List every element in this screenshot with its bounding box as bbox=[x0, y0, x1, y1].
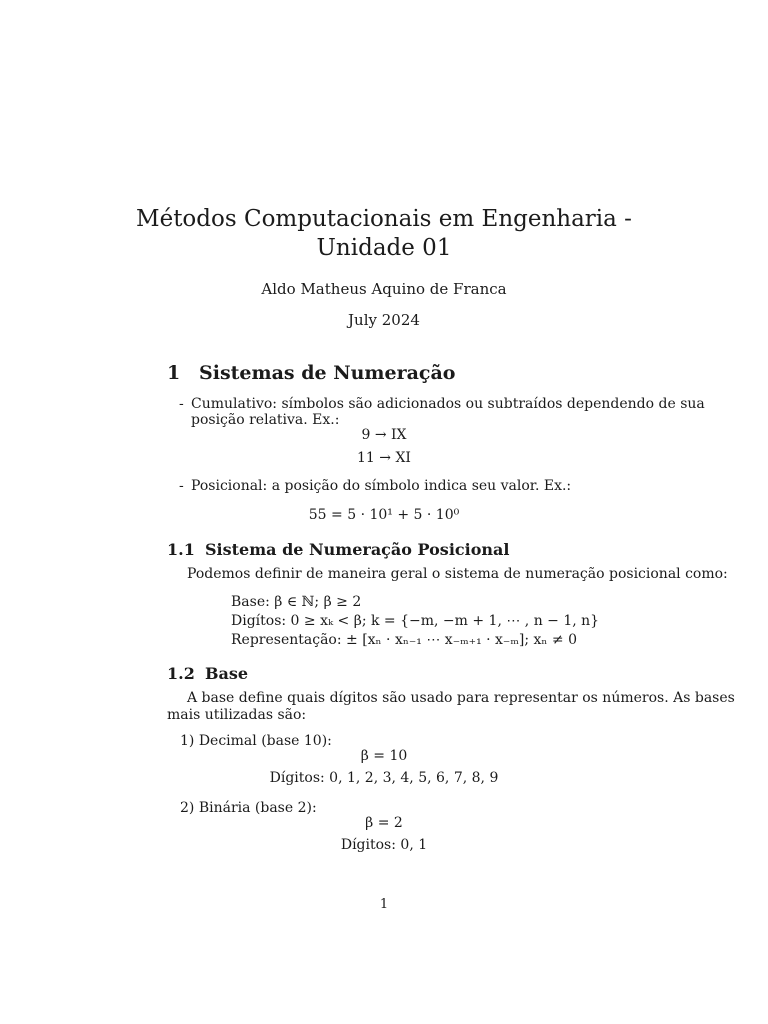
section-heading bbox=[167, 362, 455, 384]
subsection-heading bbox=[167, 540, 509, 559]
example-roman-9: 9 → IX bbox=[361, 427, 407, 443]
subsection-number: 1.1 bbox=[167, 540, 195, 559]
subsection-title: Base bbox=[205, 664, 249, 683]
formula-beta: β = 2 bbox=[365, 815, 403, 831]
list-item-label: 2) Binária (base 2): bbox=[180, 800, 317, 816]
cumulativo-text-line-1: Cumulativo: símbolos são adicionados ou subtraídos dependendo de sua bbox=[191, 396, 705, 412]
section-number: 1 bbox=[167, 362, 181, 384]
example-roman-11: 11 → XI bbox=[357, 450, 411, 466]
page-number: 1 bbox=[379, 897, 389, 912]
paragraph-line-2: mais utilizadas são: bbox=[167, 707, 307, 723]
digits-list: Dígitos: 0, 1, 2, 3, 4, 5, 6, 7, 8, 9 bbox=[269, 770, 499, 786]
bullet-dash: - bbox=[179, 478, 184, 494]
formula-beta: β = 10 bbox=[360, 748, 408, 764]
section-title: Sistemas de Numeração bbox=[199, 362, 456, 384]
posicional-text: Posicional: a posição do símbolo indica seu valor. Ex.: bbox=[191, 478, 572, 494]
list-item-label: 1) Decimal (base 10): bbox=[180, 733, 332, 749]
document-title-line-2: Unidade 01 bbox=[316, 235, 452, 261]
definition-base: Base: β ∈ ℕ; β ≥ 2 bbox=[231, 594, 362, 610]
author: Aldo Matheus Aquino de Franca bbox=[261, 280, 507, 298]
digits-list: Dígitos: 0, 1 bbox=[340, 837, 428, 853]
subsection-heading bbox=[167, 664, 248, 683]
paragraph: Podemos definir de maneira geral o sistema de numeração posicional como: bbox=[187, 566, 728, 582]
document-title-line-1: Métodos Computacionais em Engenharia - bbox=[136, 206, 632, 232]
definition-representation: Representação: ± [xₙ · xₙ₋₁ ⋯ x₋ₘ₊₁ · x₋ₘ]; xₙ ≠ 0 bbox=[231, 632, 578, 648]
date: July 2024 bbox=[348, 311, 420, 329]
example-positional-55: 55 = 5 · 10¹ + 5 · 10⁰ bbox=[308, 507, 460, 523]
subsection-number: 1.2 bbox=[167, 664, 195, 683]
cumulativo-text-line-2: posição relativa. Ex.: bbox=[191, 412, 340, 428]
paragraph-line-1: A base define quais dígitos são usado para representar os números. As bases bbox=[187, 690, 735, 706]
subsection-title: Sistema de Numeração Posicional bbox=[205, 540, 510, 559]
definition-digits: Digítos: 0 ≥ xₖ < β; k = {−m, −m + 1, ⋯ , n − 1, n} bbox=[231, 613, 600, 629]
bullet-dash: - bbox=[179, 396, 184, 412]
